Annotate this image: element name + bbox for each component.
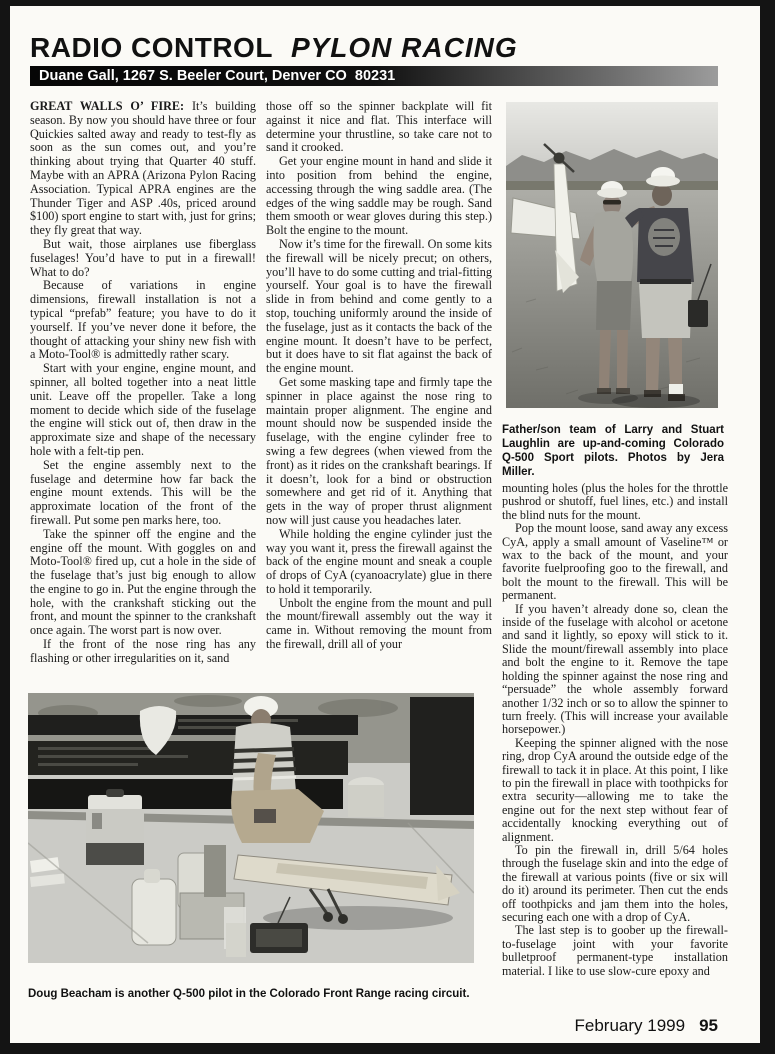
article-paragraph: To pin the firewall in, drill 5/64 holes through the fuselage skin and into the edge of the firewall at various points (five or six will do it) around its perimeter. Then cut the ends off toothpicks and jam them into the holes, securing each one with a drop of CyA. bbox=[502, 842, 728, 924]
park-bench bbox=[28, 706, 358, 809]
article-paragraph: Take the spinner off the engine and the engine off the mount. With goggles on and Moto-Tool® fired up, cut a hole in the side of the fuselage that’s just big enough to allow the engine to go in. Put the engine through the hole, with the crankshaft sticking out the front, and mount the spinner to the crankshaft once again. The worst part is now over. bbox=[30, 526, 256, 638]
article-paragraph: Pop the mount loose, sand away any excess CyA, apply a small amount of Vaseline™ or wax to the back of the mount, and your favorite fuelproofing goo to the firewall, and bolt the mount to the firewall. This will be permanent. bbox=[502, 521, 728, 603]
article-paragraph: Get some masking tape and firmly tape the spinner in place against the nose ring to maintain proper alignment. The engine and mount should now be suspended inside the fuselage, with the engine cylinder free to swing a few degrees (when viewed from the front) as it rides on the crankshaft bearings. If it doesn’t, look for a bind or obstruction somewhere and get rid of it. Anything that gets in the way of proper thrust alignment now will just cause you headaches later. bbox=[266, 374, 492, 527]
article-paragraph: Now it’s time for the firewall. On some kits the firewall will be nicely precut; on others, you’ll have to do some cutting and trial-fitting yourself. Your goal is to have the firewall slide in from behind and come gently to a stop, touching uniformly around the inside of the fuselage, just as it contacts the back of the engine mount. It doesn’t have to be perfect, but it does have to sit flat against the back of the engine mount. bbox=[266, 236, 492, 376]
article-paragraph: If the front of the nose ring has any flashing or other irregularities on it, sand bbox=[30, 637, 256, 665]
photo-doug-beacham-illustration bbox=[28, 693, 474, 963]
article-paragraph: If you haven’t already done so, clean the inside of the fuselage with alcohol or acetone and sand it lightly, so epoxy will stick to it. Slide the mount/firewall assembly into place and bolt the engine to it. Remove the tape holding the spinner against the nose ring and “persuade” the whole assembly forward another 1/32 inch or so to allow the spinner to turn freely. (This will increase your available horsepower.) bbox=[502, 601, 728, 737]
photo-doug-beacham bbox=[28, 693, 474, 963]
article-paragraph: Get your engine mount in hand and slide it into position from behind the engine, accessing through the wing saddle area. (The edges of the wing saddle may be rough. Sand them smooth or wear gloves during this step.) Bolt the engine to the mount. bbox=[266, 154, 492, 238]
page-title-main: RADIO CONTROL bbox=[30, 32, 273, 63]
article-column-2 bbox=[266, 100, 492, 696]
page-title bbox=[30, 32, 518, 64]
page-footer bbox=[575, 1016, 719, 1036]
article-paragraph: those off so the spinner backplate will fit against it nice and flat. This interface will determine your thrustline, so take care not to sand it crooked. bbox=[266, 99, 492, 155]
paragraph-lead-in: GREAT WALLS O’ FIRE: bbox=[30, 99, 192, 113]
footer-page-number: 95 bbox=[699, 1016, 718, 1035]
page-title-accent: PYLON RACING bbox=[290, 32, 518, 63]
magazine-page bbox=[10, 6, 760, 1043]
article-paragraph: Keeping the spinner aligned with the nose ring, drop CyA around the outside edge of the firewall to tack it in place. At this point, I like to pin the firewall in place with toothpicks for extra security—allowing me to take the engine out for the next step without fear of accidentally knocking everything out of alignment. bbox=[502, 735, 728, 844]
article-paragraph: The last step is to goober up the firewall-to-fuselage joint with your favorite bulletproof permanent-type installation material. I like to use slow-cure epoxy and bbox=[502, 923, 728, 978]
cooler bbox=[86, 789, 144, 865]
photo-caption-bottom: Doug Beacham is another Q-500 pilot in the Colorado Front Range racing circuit. bbox=[28, 988, 470, 1000]
article-paragraph: Because of variations in engine dimensions, firewall installation is not a typical “prefab” feature; you have to do it yourself. If you’ve never done it before, the thought of attacking your shiny new fish with a Moto-Tool® is admittedly rather scary. bbox=[30, 278, 256, 362]
article-paragraph: Unbolt the engine from the mount and pull the mount/firewall assembly out the way it came in. Without removing the mount from the firewall, drill all of your bbox=[266, 595, 492, 652]
article-paragraph: While holding the engine cylinder just the way you want it, press the firewall against the back of the engine mount and sneak a couple of drops of CyA (cyanoacrylate) glue in there to hold it temporarily. bbox=[266, 526, 492, 596]
article-paragraph: GREAT WALLS O’ FIRE: It’s building season. By now you should have three or four Quickies salted away and ready to test-fly as soon as the sun comes out, and you’re thinking about trying that Quarter 40 stuff. Maybe with an APRA (Arizona Pylon Racing Association. Typical APRA engines are the Thunder Tiger and ASP .40s, priced around $100) sport engine to start with, just for grins; they fly great that way. bbox=[30, 99, 256, 238]
article-paragraph: Start with your engine, engine mount, and spinner, all bolted together into a neat little unit. Leave off the propeller. Take a long moment to decide which side of the fuselage the engine will stick out of, then draw in the approximate size and shape of the necessary hole with a felt-tip pen. bbox=[30, 361, 256, 458]
photo-father-son-illustration bbox=[506, 102, 718, 408]
photo-caption-top: Father/son team of Larry and Stuart Laughlin are up-and-coming Colorado Q-500 Sport pilots. Photos by Jera Miller. bbox=[502, 424, 724, 478]
footer-issue: February 1999 bbox=[574, 1016, 686, 1035]
article-column-3 bbox=[502, 482, 728, 1010]
hands-tool bbox=[254, 809, 276, 823]
article-paragraph: mounting holes (plus the holes for the throttle pushrod or shutoff, fuel lines, etc.) and install the blind nuts for the mount. bbox=[502, 481, 728, 522]
article-column-1 bbox=[30, 100, 256, 696]
bucket bbox=[348, 785, 384, 817]
article-paragraph: Set the engine assembly next to the fuselage and determine how far back the engine mount extends. This will be the approximate location of the front of the firewall. Put some pen marks here, too. bbox=[30, 457, 256, 527]
shadow bbox=[578, 392, 638, 404]
article-paragraph: But wait, those airplanes use fiberglass fuselages! You’d have to put in a firewall! What to do? bbox=[30, 236, 256, 279]
byline-bar bbox=[30, 66, 718, 86]
trash-bin bbox=[410, 697, 474, 815]
byline-text: Duane Gall, 1267 S. Beeler Court, Denver CO 80231 bbox=[39, 68, 396, 84]
photo-father-son-team bbox=[506, 102, 718, 408]
